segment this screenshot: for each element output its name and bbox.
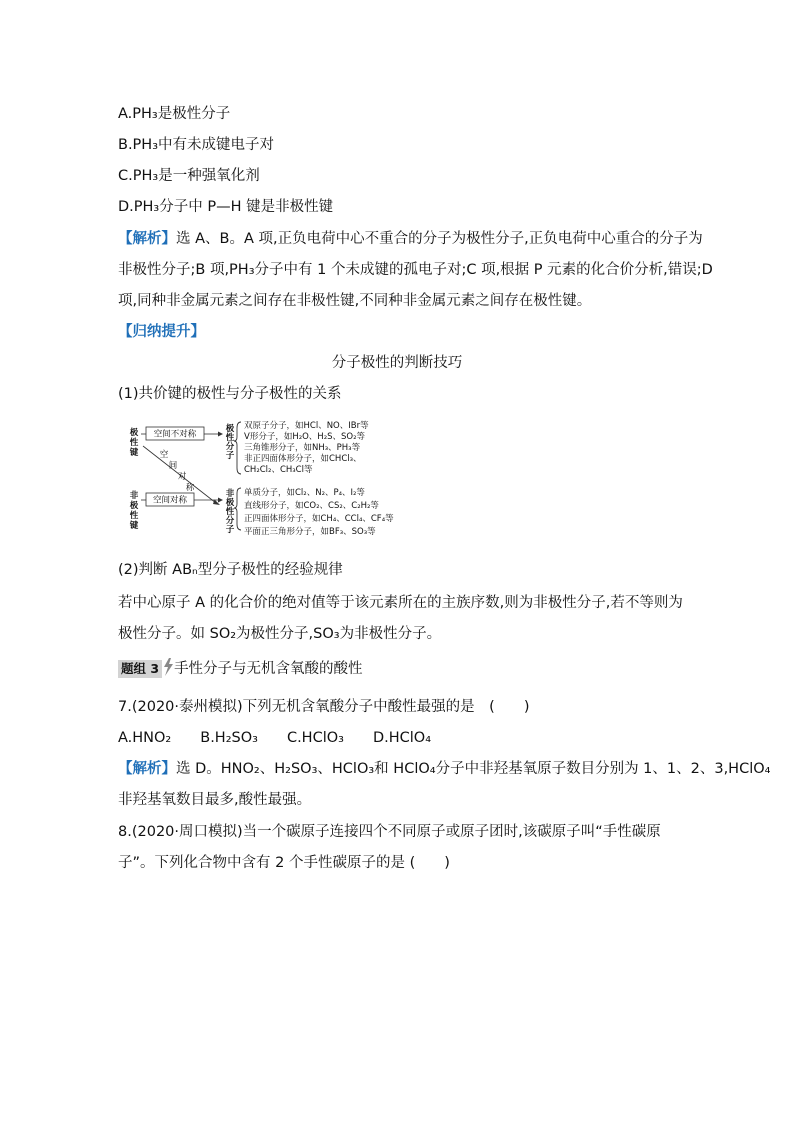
polar-bond-c1: 性 xyxy=(129,438,139,448)
option-b: B.PH₃中有未成键电子对 xyxy=(118,137,275,153)
diag-c3: 称 xyxy=(185,483,195,493)
polar-item-0: 双原子分子，如HCl、NO、IBr等 xyxy=(244,421,369,431)
rule-line-2: 极性分子。如 SO₂为极性分子,SO₃为非极性分子。 xyxy=(118,626,442,642)
option-a: A.PH₃是极性分子 xyxy=(118,106,231,122)
polar-bond-c0: 极 xyxy=(129,428,139,438)
nonpolar-bond-c2: 性 xyxy=(129,511,139,521)
lightning-icon xyxy=(162,658,174,676)
nonpolar-mol-c1: 极 xyxy=(225,498,235,508)
q7-analysis-line-1 xyxy=(118,759,770,779)
q7-analysis-line-2: 非羟基氧数目最多,酸性最强。 xyxy=(118,792,312,808)
polar-bond-c2: 键 xyxy=(129,448,139,458)
nonpolar-mol-c2: 性 xyxy=(225,507,235,517)
section-1-heading: (1)共价键的极性与分子极性的关系 xyxy=(118,386,342,402)
option-c: C.PH₃是一种强氧化剂 xyxy=(118,168,260,184)
polar-item-4: CH₂Cl₂、CH₃Cl等 xyxy=(244,465,313,475)
nonpolar-mol-c0: 非 xyxy=(225,489,235,499)
asym-label: 空间不对称 xyxy=(153,429,197,440)
diag-c0: 空 xyxy=(159,450,169,460)
diag-c2: 对 xyxy=(177,472,187,482)
analysis-line-3: 项,同种非金属元素之间存在非极性键,不同种非金属元素之间存在极性键。 xyxy=(118,293,592,309)
polar-mol-c2: 分 xyxy=(225,442,235,452)
nonpolar-item-0: 单质分子，如Cl₂、N₂、P₄、I₂等 xyxy=(244,488,365,498)
q8-stem-line-1: 8.(2020·周口模拟)当一个碳原子连接四个不同原子或原子团时,该碳原子叫“手性碳原 xyxy=(118,824,661,840)
group-title: 手性分子与无机含氧酸的酸性 xyxy=(174,661,363,677)
sym-label: 空间对称 xyxy=(152,495,188,506)
analysis-text-1: 选 A、B。A 项,正负电荷中心不重合的分子为极性分子,正负电荷中心重合的分子为 xyxy=(176,231,703,247)
nonpolar-item-2: 正四面体形分子，如CH₄、CCl₄、CF₄等 xyxy=(244,514,394,524)
nonpolar-item-1: 直线形分子，如CO₂、CS₂、C₂H₂等 xyxy=(244,501,379,511)
polar-item-1: V形分子，如H₂O、H₂S、SO₂等 xyxy=(244,432,365,442)
q7-analysis-label: 【解析】 xyxy=(118,761,176,777)
polar-item-3: 非正四面体形分子，如CHCl₃、 xyxy=(244,454,362,464)
analysis-label: 【解析】 xyxy=(118,231,176,247)
polar-item-2: 三角锥形分子，如NH₃、PH₃等 xyxy=(244,443,361,453)
q7-options: A.HNO₂ B.H₂SO₃ C.HClO₃ D.HClO₄ xyxy=(118,730,432,746)
polar-mol-c0: 极 xyxy=(225,424,235,434)
nonpolar-bond-c1: 极 xyxy=(129,501,139,511)
analysis-line-1 xyxy=(118,229,703,249)
summary-title: 分子极性的判断技巧 xyxy=(331,355,463,371)
group-heading xyxy=(118,657,363,677)
option-d: D.PH₃分子中 P—H 键是非极性键 xyxy=(118,199,334,215)
group-tag: 题组 3 xyxy=(118,660,162,678)
nonpolar-mol-c3: 分 xyxy=(225,516,235,526)
polarity-diagram xyxy=(128,420,408,544)
summary-label: 【归纳提升】 xyxy=(118,324,205,340)
section-2-heading: (2)判断 ABₙ型分子极性的经验规律 xyxy=(118,562,343,578)
nonpolar-bond-c3: 键 xyxy=(129,521,139,531)
rule-line-1: 若中心原子 A 的化合价的绝对值等于该元素所在的主族序数,则为非极性分子,若不等则为 xyxy=(118,595,683,611)
nonpolar-bond-c0: 非 xyxy=(129,491,139,501)
analysis-line-2: 非极性分子;B 项,PH₃分子中有 1 个未成键的孤电子对;C 项,根据 P 元素的化合价分析,错误;D xyxy=(118,262,713,278)
polar-mol-c3: 子 xyxy=(225,451,235,461)
diag-c1: 间 xyxy=(168,461,178,471)
q8-stem-line-2: 子”。下列化合物中含有 2 个手性碳原子的是 ( ) xyxy=(118,855,450,871)
nonpolar-mol-c4: 子 xyxy=(225,525,235,535)
q7-analysis-text-1: 选 D。HNO₂、H₂SO₃、HClO₃和 HClO₄分子中非羟基氧原子数目分别为 1、1、2、3,HClO₄ xyxy=(176,761,771,777)
q7-stem: 7.(2020·泰州模拟)下列无机含氧酸分子中酸性最强的是 ( ) xyxy=(118,699,530,715)
nonpolar-item-3: 平面正三角形分子，如BF₃、SO₃等 xyxy=(244,527,376,537)
polar-mol-c1: 性 xyxy=(225,433,235,443)
